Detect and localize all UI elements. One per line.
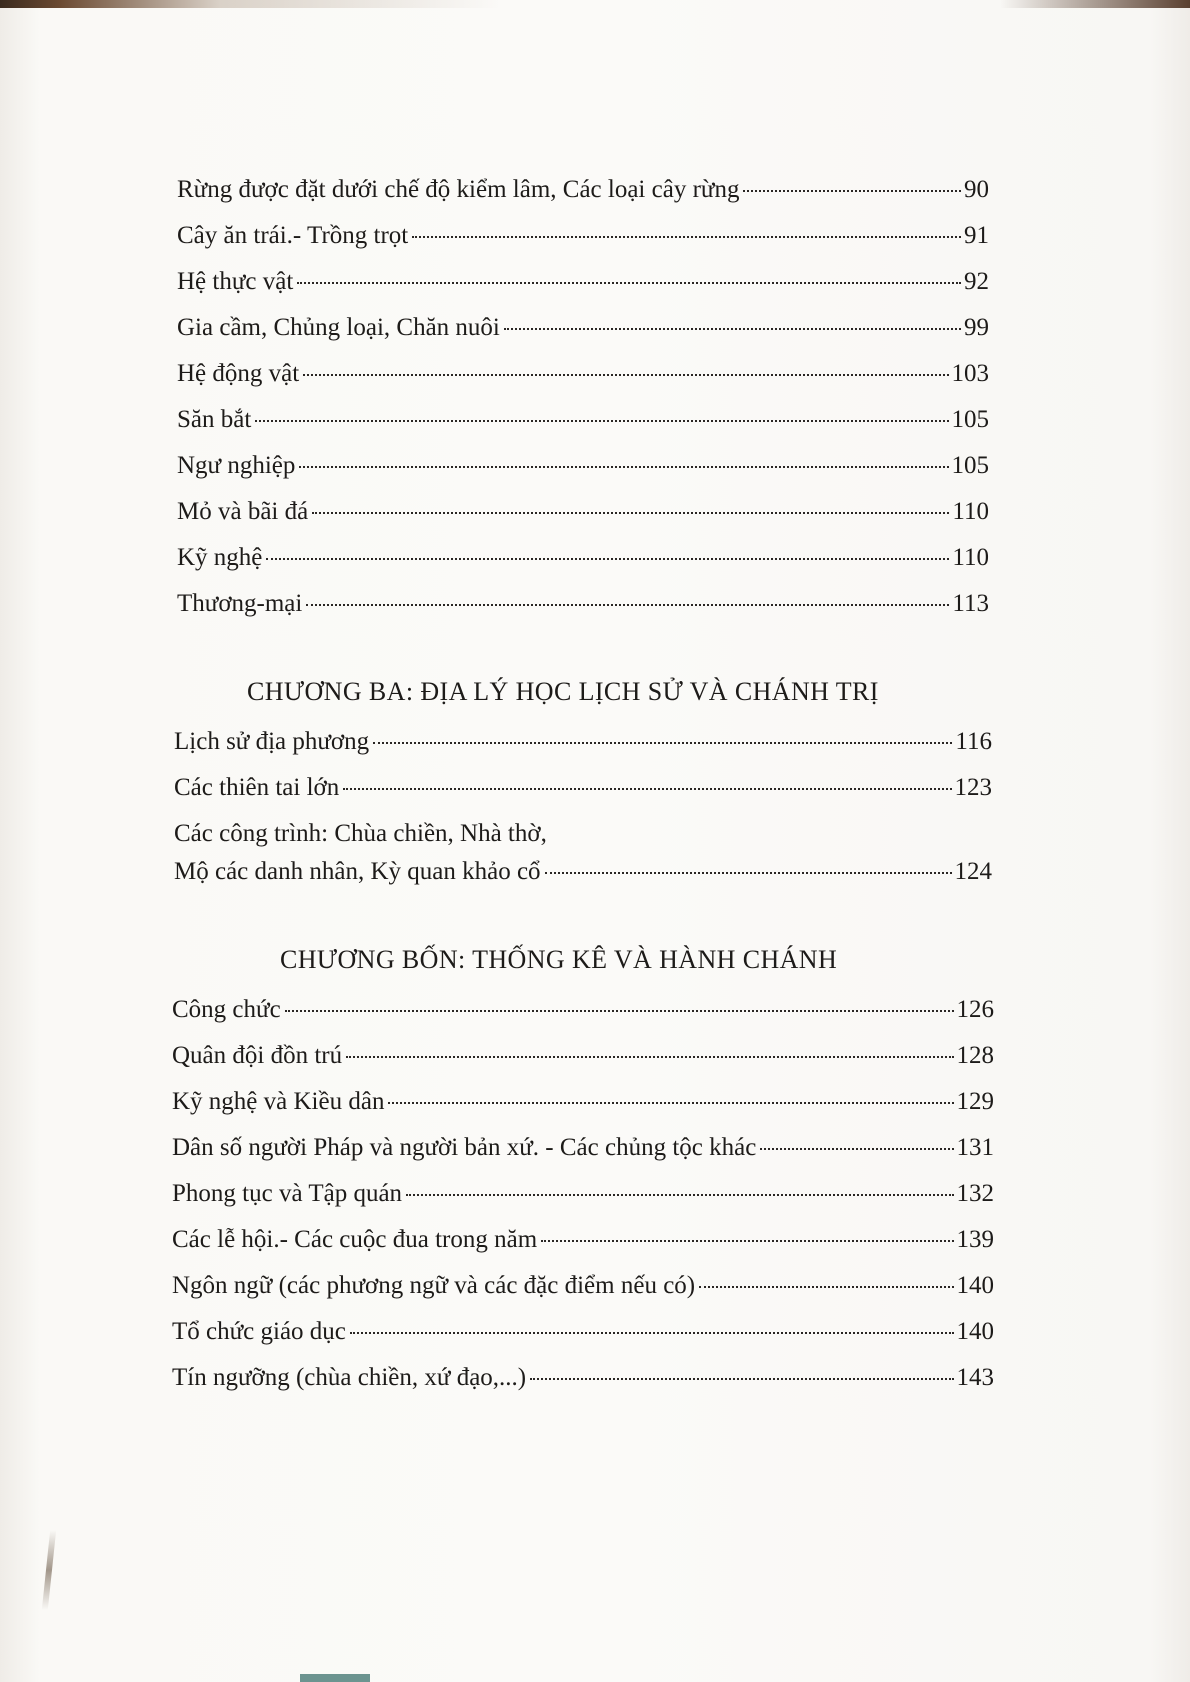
toc-entry-page: 140 — [956, 1272, 994, 1299]
toc-entry — [172, 1224, 994, 1256]
toc-entry-page: 110 — [952, 498, 989, 525]
toc-entry-title: Các thiên tai lớn — [174, 774, 340, 801]
dot-leader — [406, 1194, 953, 1196]
toc-entry — [177, 174, 989, 206]
toc-entry-title: Dân số người Pháp và người bản xứ. - Các chủng tộc khác — [172, 1134, 757, 1161]
toc-entry — [172, 994, 994, 1026]
dot-leader — [303, 374, 948, 376]
toc-entry-page: 129 — [956, 1088, 994, 1115]
toc-entry-page: 131 — [956, 1134, 994, 1161]
toc-entry-page: 90 — [964, 176, 989, 203]
toc-entry-title: Gia cầm, Chủng loại, Chăn nuôi — [177, 314, 500, 341]
toc-entry — [177, 266, 989, 298]
toc-entry — [174, 856, 992, 888]
page-bottom-edge — [300, 1674, 370, 1682]
toc-entry — [177, 542, 989, 574]
dot-leader — [285, 1010, 954, 1012]
dot-leader — [266, 558, 949, 560]
toc-entry-page: 126 — [956, 996, 994, 1023]
chapter-heading: CHƯƠNG BỐN: THỐNG KÊ VÀ HÀNH CHÁNH — [280, 945, 838, 974]
toc-entry — [177, 358, 989, 390]
toc-entry-title: Thương-mại — [177, 590, 303, 617]
toc-entry-page: 91 — [964, 222, 989, 249]
toc-entry-page: 140 — [956, 1318, 994, 1345]
dot-leader — [760, 1148, 953, 1150]
dot-leader — [504, 328, 961, 330]
toc-entry — [172, 1132, 994, 1164]
toc-entry-page: 103 — [951, 360, 989, 387]
toc-entry-title: Phong tục và Tập quán — [172, 1180, 403, 1207]
toc-entry-page: 113 — [952, 590, 989, 617]
toc-entry-title: Tổ chức giáo dục — [172, 1318, 346, 1345]
toc-entry-line1: Các công trình: Chùa chiền, Nhà thờ, — [174, 820, 547, 847]
dot-leader — [412, 236, 961, 238]
toc-entry-title: Công chức — [172, 996, 281, 1023]
toc-entry — [174, 772, 992, 804]
toc-entry-title: Mỏ và bãi đá — [177, 498, 309, 525]
toc-entry — [174, 726, 992, 758]
toc-entry-page: 143 — [956, 1364, 994, 1391]
toc-entry-page: 110 — [952, 544, 989, 571]
dot-leader — [388, 1102, 953, 1104]
toc-entry — [172, 1316, 994, 1348]
toc-entry-title: Ngư nghiệp — [177, 452, 296, 479]
dot-leader — [541, 1240, 953, 1242]
dot-leader — [350, 1332, 954, 1334]
toc-entry — [177, 220, 989, 252]
toc-entry-title: Săn bắt — [177, 406, 252, 433]
toc-entry-title: Kỹ nghệ và Kiều dân — [172, 1088, 385, 1115]
dot-leader — [343, 788, 951, 790]
toc-entry — [177, 496, 989, 528]
toc-entry-page: 132 — [956, 1180, 994, 1207]
chapter-heading: CHƯƠNG BA: ĐỊA LÝ HỌC LỊCH SỬ VÀ CHÁNH TRỊ — [247, 677, 879, 706]
dot-leader — [255, 420, 948, 422]
toc-entry — [172, 1270, 994, 1302]
toc-entry-page: 116 — [955, 728, 992, 755]
toc-entry-page: 139 — [956, 1226, 994, 1253]
dot-leader — [699, 1286, 953, 1288]
toc-entry-page: 105 — [951, 452, 989, 479]
dot-leader — [373, 742, 952, 744]
dot-leader — [743, 190, 961, 192]
toc-entry-title: Ngôn ngữ (các phương ngữ và các đặc điểm nếu có) — [172, 1272, 696, 1299]
dot-leader — [297, 282, 961, 284]
toc-entry-title: Quân đội đồn trú — [172, 1042, 343, 1069]
toc-entry — [177, 404, 989, 436]
toc-entry — [177, 312, 989, 344]
toc-entry-page: 99 — [964, 314, 989, 341]
toc-entry — [172, 1040, 994, 1072]
toc-entry-page: 128 — [956, 1042, 994, 1069]
toc-entry — [177, 450, 989, 482]
dot-leader — [306, 604, 949, 606]
dot-leader — [530, 1378, 953, 1380]
toc-entry-page: 105 — [951, 406, 989, 433]
toc-entry-title: Rừng được đặt dưới chế độ kiểm lâm, Các loại cây rừng — [177, 176, 740, 203]
toc-entry-title: Hệ động vật — [177, 360, 300, 387]
toc-entry — [172, 1086, 994, 1118]
toc-entry-title: Kỹ nghệ — [177, 544, 263, 571]
toc-entry-title: Lịch sử địa phương — [174, 728, 370, 755]
page-top-edge — [0, 0, 1190, 8]
dot-leader — [312, 512, 949, 514]
dot-leader — [346, 1056, 953, 1058]
toc-entry-title: Tín ngưỡng (chùa chiền, xứ đạo,...) — [172, 1364, 527, 1391]
toc-entry-title: Cây ăn trái.- Trồng trọt — [177, 222, 409, 249]
toc-entry — [172, 1362, 994, 1394]
dot-leader — [299, 466, 948, 468]
toc-entry — [177, 588, 989, 620]
toc-entry-title: Hệ thực vật — [177, 268, 294, 295]
toc-entry — [172, 1178, 994, 1210]
toc-entry-title: Mộ các danh nhân, Kỳ quan khảo cổ — [174, 858, 541, 885]
toc-entry-page: 124 — [954, 858, 992, 885]
toc-entry-page: 92 — [964, 268, 989, 295]
toc-entry-page: 123 — [954, 774, 992, 801]
toc-entry-title: Các lễ hội.- Các cuộc đua trong năm — [172, 1226, 538, 1253]
dot-leader — [545, 872, 952, 874]
page-left-mark — [42, 1530, 56, 1610]
